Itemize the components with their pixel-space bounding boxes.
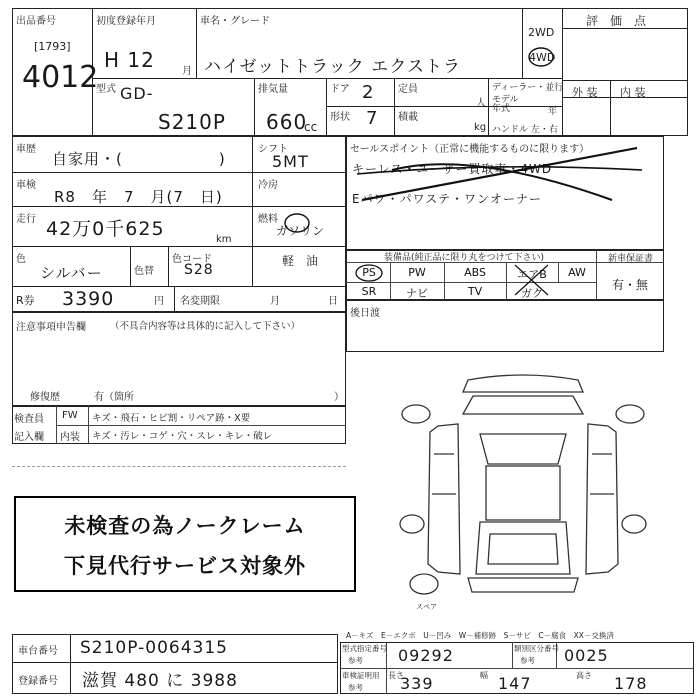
- dashed-line: [12, 466, 346, 467]
- cc-suffix: cc: [304, 120, 318, 134]
- sales-point-strikeout: [352, 140, 652, 220]
- equip-airbag: エアB: [517, 268, 547, 281]
- capacity-suffix: 人: [476, 98, 486, 109]
- equip-navi: ナビ: [406, 287, 428, 300]
- month-suffix: 月: [182, 66, 192, 77]
- car-name-label: 車名・グレード: [200, 16, 270, 27]
- color-change-label: 色替: [134, 266, 154, 277]
- later-delivery-label: 後日渡: [350, 308, 380, 319]
- equip-sr: SR: [361, 285, 377, 298]
- chassis-label: 車台番号: [18, 646, 58, 657]
- ps-circle-mark: [354, 263, 384, 283]
- width-value: 147: [498, 674, 532, 693]
- form-cert-label: 型式指定番号: [342, 644, 387, 653]
- notice-line-1: 未検査の為ノークレーム: [64, 514, 306, 538]
- equip-abs: ABS: [464, 266, 486, 279]
- form-cert-ref: 参考: [348, 656, 363, 665]
- color-label: 色: [16, 254, 26, 265]
- fw-label: FW: [62, 410, 78, 421]
- capacity-label: 定員: [398, 84, 418, 95]
- model-year-label: モデル年式: [492, 95, 519, 114]
- equipment-label: 装備品(純正品に限り丸をつけて下さい): [384, 253, 545, 263]
- displacement-label: 排気量: [258, 84, 288, 95]
- color-code-label: 色コード: [172, 254, 212, 265]
- history-label: 車歴: [16, 144, 36, 155]
- length-label: 長さ: [388, 671, 404, 680]
- height-label: 高さ: [576, 671, 592, 680]
- model-label: 型式: [96, 84, 116, 95]
- doors-label: ドア: [330, 84, 350, 95]
- interior-entry-text: キズ・汚レ・コゲ・穴・スレ・キレ・破レ: [92, 431, 273, 442]
- month-label: 月: [270, 296, 280, 307]
- inspection-value: R8 年 7 月(7 日): [54, 188, 223, 206]
- registration-value: 滋賀 480 に 3988: [82, 671, 238, 691]
- vehicle-cert-label: 車検証明用: [342, 671, 380, 680]
- evaluation-label: 評 価 点: [586, 14, 647, 28]
- fuel-label: 燃料: [258, 214, 278, 225]
- inspector-label: 検査員: [14, 414, 44, 425]
- interior-label: 内 装: [620, 86, 646, 99]
- name-change-label: 名変期限: [180, 296, 220, 307]
- equip-aw: AW: [568, 266, 586, 279]
- class-label: 類別区分番号: [514, 644, 559, 653]
- mileage-label: 走行: [16, 214, 36, 225]
- class-value: 0025: [564, 646, 609, 665]
- doors-value: 2: [362, 82, 375, 103]
- height-value: 178: [614, 674, 648, 693]
- day-label: 日: [328, 296, 338, 307]
- model-value-2: S210P: [158, 110, 226, 134]
- caution-label: 注意事項申告欄: [16, 322, 86, 333]
- lot-number-label: 出品番号: [16, 16, 56, 27]
- form-cert-value: 09292: [398, 646, 454, 665]
- shape-value: 7: [366, 108, 379, 129]
- registration-label: 登録番号: [18, 676, 58, 687]
- year-suffix: 年: [548, 107, 558, 117]
- fuel-circle-mark: [282, 212, 312, 234]
- length-value: 339: [400, 674, 434, 693]
- no-claim-notice: [14, 496, 356, 592]
- dealer-label: ディーラー・並行: [492, 83, 564, 93]
- new-warranty-value: 有・無: [611, 278, 648, 292]
- first-registration-value: H 12: [104, 48, 155, 72]
- spare-label: スペア: [416, 603, 437, 611]
- displacement-value: 660: [266, 110, 308, 134]
- car-body-diagram: [398, 374, 648, 604]
- load-suffix: kg: [474, 122, 487, 133]
- vehicle-cert-ref: 参考: [348, 683, 363, 692]
- repair-value: 有（箇所: [94, 392, 134, 403]
- load-label: 積載: [398, 112, 418, 123]
- color-value: シルバー: [40, 264, 103, 282]
- equip-tv: TV: [467, 285, 483, 298]
- damage-legend: A－キズ E－エクボ U－凹み W－補修跡 S－サビ C－腐食 XX－交換済: [346, 631, 614, 640]
- fuel-gasoline: ガソリン: [276, 224, 325, 238]
- equip-ps: PS: [362, 266, 376, 279]
- model-value-1: GD-: [120, 84, 154, 103]
- repair-label: 修復歴: [30, 392, 60, 403]
- notice-line-2: 下見代行サービス対象外: [64, 554, 306, 578]
- width-label: 幅: [480, 671, 488, 680]
- shape-label: 形状: [330, 112, 350, 123]
- cooler-label: 冷房: [258, 180, 278, 191]
- sales-point-line-1: キーレス・ユーザー買取車・4WD: [352, 162, 553, 176]
- sales-point-label: セールスポイント（正常に機能するものに限ります）: [350, 144, 590, 155]
- entry-label: 記入欄: [14, 432, 44, 443]
- lot-number: 4012: [22, 60, 99, 95]
- interior-entry-label: 内装: [60, 432, 80, 443]
- recycle-value: 3390: [62, 288, 115, 310]
- repair-close-paren: ）: [334, 392, 344, 403]
- exterior-label: 外 装: [572, 86, 598, 99]
- color-code-value: S28: [184, 262, 214, 278]
- shift-label: シフト: [258, 144, 288, 155]
- sales-point-line-2: Eパワ・パワステ・ワンオーナー: [352, 192, 542, 206]
- equip-gaku: ガク: [521, 287, 543, 300]
- new-warranty-label: 新車保証書: [608, 254, 654, 264]
- fw-text: キズ・飛石・ヒビ割・リペア跡・X要: [92, 413, 251, 424]
- fuel-light-oil: 軽 油: [282, 254, 319, 268]
- later-delivery-block: [346, 300, 664, 352]
- shift-value: 5MT: [272, 152, 309, 171]
- handle-label: ハンドル 左・右: [492, 125, 558, 135]
- inspection-label: 車検: [16, 180, 36, 191]
- class-ref: 参考: [520, 656, 535, 665]
- drive-4wd: 4WD: [529, 51, 556, 64]
- history-value: 自家用・( ): [52, 150, 226, 168]
- recycle-label: R券: [16, 294, 35, 307]
- car-name-value: ハイゼットトラック エクストラ: [204, 57, 462, 77]
- drive-2wd: 2WD: [528, 26, 555, 39]
- small-code: [1793]: [34, 40, 71, 53]
- equip-pw: PW: [408, 266, 426, 279]
- km-suffix: km: [216, 234, 232, 245]
- yen-suffix: 円: [154, 296, 164, 307]
- mileage-value: 42万0千625: [46, 218, 165, 240]
- caution-note: （不具合内容等は具体的に記入して下さい）: [110, 321, 301, 332]
- first-registration-label: 初度登録年月: [96, 16, 156, 27]
- chassis-value: S210P-0064315: [80, 638, 228, 658]
